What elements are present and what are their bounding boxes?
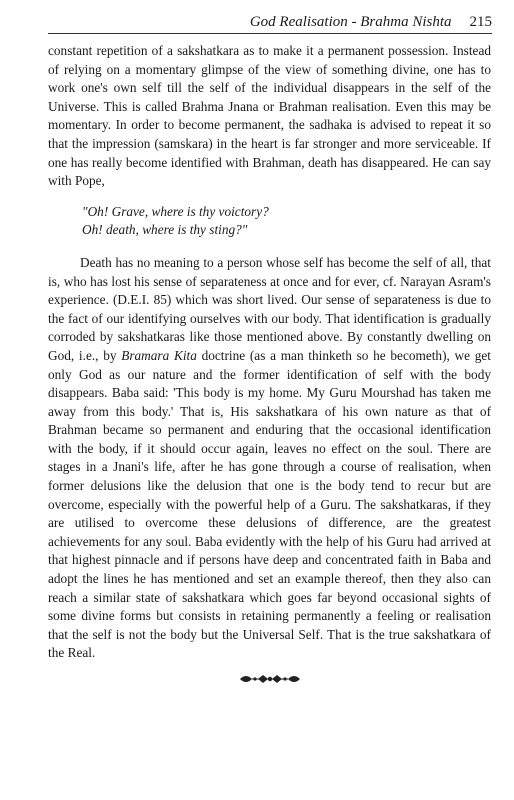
bramara-kita-term: Bramara Kita bbox=[121, 347, 197, 363]
quote-line-2: Oh! death, where is thy sting?" bbox=[82, 222, 248, 238]
body-text bbox=[48, 42, 491, 686]
page-number: 215 bbox=[469, 14, 492, 30]
chapter-title: God Realisation - Brahma Nishta bbox=[249, 14, 452, 30]
paragraph-1: constant repetition of a sakshatkara as to make it a permanent possession. Instead of relying on a momentary glimpse of the view of something divine, one has to work one's own self till the self of the individual disappears in the self of the Universe. This is called Brahma Jnana or Brahman realisation. Even this may be momentary. In order to become permanent, the sadhaka is advised to repeat it so that the impression (samskara) in the heart is far stronger and more serviceable. If one has really become identified with Brahman, death has disappeared. He can say with Pope, bbox=[48, 43, 491, 189]
paragraph-2 bbox=[48, 254, 491, 663]
quote-line-1: "Oh! Grave, where is thy voictory? bbox=[82, 203, 269, 219]
pope-quote bbox=[82, 203, 491, 240]
paragraph-2-part-1: Death has no meaning to a person whose self has become the self of all, that is, who has lost his sense of separateness at once and for ever, cf. Narayan Asram's experience. (D.E.I. 85) which was short lived. Our sense of separateness is due to the fact of our identifying ourselves with our body. That identification is gradually corroded by sakshatkaras like those mentioned above. By constantly dwelling on God, i.e., by bbox=[48, 254, 491, 363]
floral-divider-icon bbox=[48, 672, 491, 686]
running-header bbox=[48, 6, 492, 34]
paragraph-2-part-2: doctrine (as a man thinketh so he becometh), we get only God as our nature and the former identification of self with the body disappears. Baba said: 'This body is my home. My Guru Mourshad has taken me away from this body.' That is, His sakshatkara of his own nature as that of Brahman became so permanent and enduring that the occasional identification with the body, if it should occur again, leaves no effect on the soul. There are stages in a Jnani's life, after he has gone through a course of realisation, when former delusions like the delusion that one is the body tend to recur but are overcome, especially with the powerful help of a Guru. The sakshatkaras, if they are utilised to overcome these delusions of difference, are the greatest achievements for any soul. Baba evidently with the help of his Guru had arrived at that highest pinnacle and if persons have deep and concentrated faith in Baba and adopt the lines he has mentioned and set an example thereof, then they also can reach a similar state of sakshatkara which goes far beyond occasional sights of some divine forms but consists in retaining permanently a feeling or realisation that the self is not the body but the Universal Self. That is the true sakshatkara of the Real. bbox=[48, 347, 492, 661]
